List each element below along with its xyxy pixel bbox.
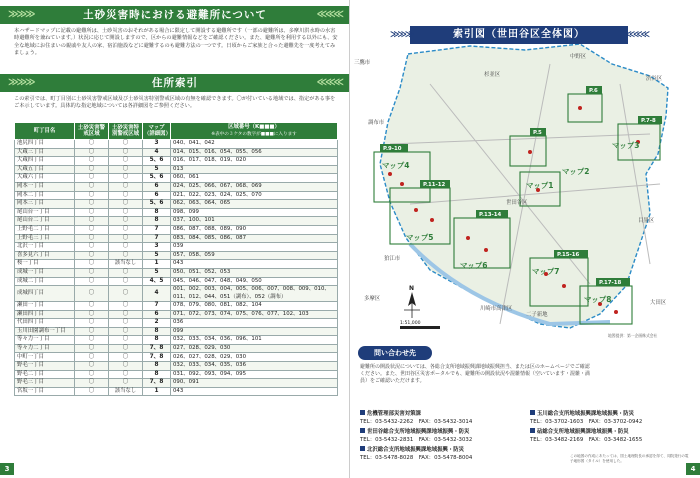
town-cell: 等々力二丁目	[15, 344, 75, 353]
special-cell: 〇	[109, 310, 143, 319]
map-label-2: マップ2	[562, 167, 590, 176]
area-number-cell: 090、091	[171, 379, 338, 388]
district-ota: 大田区	[650, 300, 667, 306]
table-row	[15, 148, 338, 157]
contact-item	[360, 428, 472, 444]
area-number-cell: 099	[171, 327, 338, 336]
section1-title: 土砂災害時における避難所について	[83, 9, 267, 21]
area-number-cell: 040、041、042	[171, 140, 338, 149]
map-cell: 5、6	[143, 157, 171, 166]
page-badge-p15-16: P.15-16	[557, 252, 580, 258]
table-row	[15, 225, 338, 234]
map-cell: 1	[143, 387, 171, 396]
map-cell: 6	[143, 191, 171, 200]
table-row	[15, 319, 338, 328]
area-number-cell: 031、092、093、094、095	[171, 370, 338, 379]
warning-cell: 〇	[75, 336, 109, 345]
banner-arrows-right: ≪≪≪	[316, 9, 342, 20]
table-row	[15, 251, 338, 260]
town-cell: 喜多見六丁目	[15, 251, 75, 260]
map-cell: 7、8	[143, 379, 171, 388]
special-cell: 〇	[109, 370, 143, 379]
table-row	[15, 286, 338, 302]
special-cell: 〇	[109, 182, 143, 191]
area-number-note: ※表中の３ケタの数字が■■■に入ります	[211, 131, 297, 137]
hazard-mark	[484, 248, 488, 252]
area-number-cell: 032、033、034、035、036	[171, 362, 338, 371]
table-row	[15, 344, 338, 353]
table-row	[15, 277, 338, 286]
bullet-square-icon	[360, 428, 365, 433]
district-shibuya: 渋谷区	[646, 76, 663, 82]
bullet-square-icon	[530, 410, 535, 415]
col-header-warning: 土砂災害警戒区域	[75, 123, 109, 140]
district-suginami: 杉並区	[484, 72, 501, 78]
table-row	[15, 234, 338, 243]
special-cell: 〇	[109, 336, 143, 345]
map-cell: 6	[143, 310, 171, 319]
table-row	[15, 243, 338, 252]
warning-cell: 〇	[75, 165, 109, 174]
area-number-cell: 026、027、028、029、030	[171, 353, 338, 362]
town-cell: 尾山台二丁目	[15, 217, 75, 226]
special-cell: 〇	[109, 353, 143, 362]
area-number-cell: 086、087、088、089、090	[171, 225, 338, 234]
warning-cell: 〇	[75, 379, 109, 388]
map-cell: 4	[143, 148, 171, 157]
district-nakano: 中野区	[570, 54, 587, 60]
special-cell: 〇	[109, 225, 143, 234]
warning-cell: 〇	[75, 370, 109, 379]
warning-cell: 〇	[75, 148, 109, 157]
map-label-1: マップ1	[526, 181, 554, 190]
special-cell: 〇	[109, 140, 143, 149]
area-number-cell: 083、084、085、086、087	[171, 234, 338, 243]
hazard-mark	[388, 172, 392, 176]
map-label-8: マップ8	[584, 295, 612, 304]
special-cell: 〇	[109, 200, 143, 209]
town-cell: 中町一丁目	[15, 353, 75, 362]
area-number-cell: 071、072、073、074、075、076、077、102、103	[171, 310, 338, 319]
area-number-cell: 060、061	[171, 174, 338, 183]
map-credit: 地図提供：第一企画株式会社	[608, 333, 658, 338]
town-cell: 宮坂一丁目	[15, 387, 75, 396]
special-cell: 〇	[109, 165, 143, 174]
map-cell: 8	[143, 336, 171, 345]
warning-cell: 〇	[75, 268, 109, 277]
map-label-7: マップ7	[532, 267, 560, 276]
warning-cell: 〇	[75, 260, 109, 269]
special-cell: 該当なし	[109, 260, 143, 269]
warning-cell: 〇	[75, 225, 109, 234]
table-row	[15, 200, 338, 209]
map-label-5: マップ5	[406, 233, 434, 242]
special-cell: 〇	[109, 362, 143, 371]
table-row	[15, 140, 338, 149]
town-cell: 岡本三丁目	[15, 200, 75, 209]
page-badge-p5: P.5	[533, 130, 542, 136]
town-cell: 瀬田一丁目	[15, 301, 75, 310]
town-cell: 成城四丁目	[15, 286, 75, 302]
page-number-left: 3	[0, 463, 14, 475]
map-cell: 5、6	[143, 200, 171, 209]
contact-numbers: TEL：03-3482-2169 FAX：03-3482-1655	[530, 436, 643, 443]
contact-text: 避難所の開設状況については、各総合支所地域振興課地域振興担当、または区のホームページでご確認ください。また、世田谷区災害ポータルでも、避難所の開設状況や混雑情報（空いています・混雑・満員）をご確認いただけます。	[360, 364, 591, 385]
bullet-square-icon	[530, 428, 535, 433]
town-cell: 桜一丁目	[15, 260, 75, 269]
ward-map-svg	[350, 24, 700, 340]
area-number-cell: 021、022、023、024、025、070	[171, 191, 338, 200]
map-cell: 8	[143, 327, 171, 336]
town-cell: 上野毛三丁目	[15, 234, 75, 243]
district-komae: 狛江市	[384, 256, 401, 262]
special-cell: 〇	[109, 277, 143, 286]
map-title-banner	[390, 26, 648, 44]
table-row	[15, 353, 338, 362]
town-cell: 代田四丁目	[15, 319, 75, 328]
table-row	[15, 362, 338, 371]
special-cell: 〇	[109, 234, 143, 243]
contact-item	[530, 428, 642, 444]
map-cell: 3	[143, 140, 171, 149]
map-cell: 7、8	[143, 353, 171, 362]
district-tama: 多摩区	[364, 296, 381, 302]
map-cell: 5、6	[143, 174, 171, 183]
table-row	[15, 191, 338, 200]
col-header-area-number	[171, 123, 338, 140]
map-title: 索引図（世田谷区全体図）	[453, 29, 585, 40]
banner-arrows-left: ≫≫≫	[8, 77, 34, 88]
special-cell: 〇	[109, 174, 143, 183]
area-number-cell: 045、046、047、048、049、050	[171, 277, 338, 286]
area-number-cell: 001、002、003、004、005、006、007、008、009、010、011、012、044、051（調布）、052（調布）	[171, 286, 338, 302]
district-futakoshinchi: 二子新地	[526, 312, 548, 318]
section1-banner	[0, 6, 350, 24]
town-cell: 岡本二丁目	[15, 191, 75, 200]
warning-cell: 〇	[75, 387, 109, 396]
table-row	[15, 165, 338, 174]
special-cell: 〇	[109, 251, 143, 260]
hazard-mark	[614, 310, 618, 314]
hazard-mark	[578, 106, 582, 110]
area-number-cell: 050、051、052、053	[171, 268, 338, 277]
area-number-cell: 043	[171, 260, 338, 269]
title-arrows-left: ≫≫≫	[390, 30, 413, 40]
warning-cell: 〇	[75, 277, 109, 286]
compass-north-label: N	[409, 285, 415, 292]
table-header-row	[15, 123, 338, 140]
area-number-cell: 057、058、059	[171, 251, 338, 260]
area-number-cell: 013	[171, 165, 338, 174]
town-cell: 野毛三丁目	[15, 379, 75, 388]
map-label-3: マップ3	[612, 141, 640, 150]
map-footnote: この地図の作成にあたっては、国土地理院長の承認を得て、同院発行の電子地形図（タイル）を使用した。	[570, 454, 689, 463]
hazard-mark	[562, 284, 566, 288]
page-badge-p6: P.6	[589, 88, 598, 94]
bullet-square-icon	[360, 446, 365, 451]
map-cell: 5	[143, 251, 171, 260]
warning-cell: 〇	[75, 140, 109, 149]
district-kawasaki-takatsu: 川崎市高津区	[480, 306, 513, 312]
map-cell: 8	[143, 217, 171, 226]
right-page	[350, 0, 700, 478]
map-cell: 8	[143, 370, 171, 379]
hazard-mark	[400, 182, 404, 186]
town-cell: 野毛二丁目	[15, 370, 75, 379]
table-row	[15, 260, 338, 269]
warning-cell: 〇	[75, 301, 109, 310]
area-number-cell: 037、100、101	[171, 217, 338, 226]
special-cell: 該当なし	[109, 387, 143, 396]
map-cell: 8	[143, 208, 171, 217]
col-header-map: マップ（詳細図）	[143, 123, 171, 140]
area-number-cell: 043	[171, 387, 338, 396]
warning-cell: 〇	[75, 327, 109, 336]
area-number-cell: 032、033、034、036、096、101	[171, 336, 338, 345]
page-badge-p9-10: P.9-10	[383, 146, 402, 152]
town-cell: 瀬田四丁目	[15, 310, 75, 319]
map-cell: 5	[143, 268, 171, 277]
warning-cell: 〇	[75, 174, 109, 183]
warning-cell: 〇	[75, 286, 109, 302]
table-row	[15, 268, 338, 277]
scale-bar-rect	[400, 326, 440, 329]
special-cell: 〇	[109, 379, 143, 388]
address-index-table	[14, 122, 338, 396]
contact-numbers: TEL：03-5478-8028 FAX：03-5478-8004	[360, 454, 473, 461]
special-cell: 〇	[109, 157, 143, 166]
warning-cell: 〇	[75, 243, 109, 252]
table-row	[15, 208, 338, 217]
area-number-cell: 014、015、016、054、055、056	[171, 148, 338, 157]
area-number-cell: 016、017、018、019、020	[171, 157, 338, 166]
section1-paragraph: 本ハザードマップに記載の避難所は、土砂災害のおそれがある場合に限定して開設する避難所です（一部の避難所は、多摩川洪水時の水害時避難所を兼ねています。）状況に応じて開設しますので、区からの避難情報などをご確認ください。また、避難所を利用する以外にも、安全な地域にお住まいの親戚や友人の家、宿泊施設などに避難するのも避難方法の一つです。日頃からご家族と合った避難先を一度考えてみましょう。	[14, 28, 338, 57]
town-cell: 玉川田園調布一丁目	[15, 327, 75, 336]
area-number-cell: 098、099	[171, 208, 338, 217]
map-cell: 4、5	[143, 277, 171, 286]
map-label-6: マップ6	[460, 261, 488, 270]
map-cell: 3	[143, 243, 171, 252]
town-cell: 上野毛二丁目	[15, 225, 75, 234]
special-cell: 〇	[109, 327, 143, 336]
col-header-town: 町丁目名	[15, 123, 75, 140]
area-number-label: 区域番号（K■■■）	[228, 124, 280, 131]
table-row	[15, 182, 338, 191]
table-row	[15, 301, 338, 310]
area-number-cell: 036	[171, 319, 338, 328]
warning-cell: 〇	[75, 182, 109, 191]
contact-numbers: TEL：03-5432-2831 FAX：03-5432-3032	[360, 436, 473, 443]
district-meguro: 目黒区	[638, 218, 655, 224]
hazard-mark	[528, 150, 532, 154]
town-cell: 大蔵三丁目	[15, 148, 75, 157]
contact-item	[530, 410, 642, 426]
map-cell: 1	[143, 260, 171, 269]
warning-cell: 〇	[75, 319, 109, 328]
town-cell: 大蔵五丁目	[15, 165, 75, 174]
map-cell: 7、8	[143, 344, 171, 353]
town-cell: 成城二丁目	[15, 277, 75, 286]
district-setagaya: 世田谷区	[506, 200, 528, 206]
page-badge-p7-8: P.7-8	[641, 118, 656, 124]
special-cell: 〇	[109, 319, 143, 328]
table-row	[15, 327, 338, 336]
warning-cell: 〇	[75, 344, 109, 353]
town-cell: 池尻四丁目	[15, 140, 75, 149]
map-cell: 5	[143, 165, 171, 174]
town-cell: 大蔵四丁目	[15, 157, 75, 166]
contact-item	[360, 410, 472, 426]
contact-name: 世田谷総合支所地域振興課地域振興・防災	[360, 428, 472, 437]
warning-cell: 〇	[75, 362, 109, 371]
special-cell: 〇	[109, 243, 143, 252]
contact-name: 危機管理部災害対策課	[360, 410, 472, 419]
table-row	[15, 387, 338, 396]
district-chofu: 調布市	[368, 120, 385, 126]
page-badge-p13-14: P.13-14	[479, 212, 502, 218]
map-cell: 4	[143, 286, 171, 302]
special-cell: 〇	[109, 268, 143, 277]
warning-cell: 〇	[75, 234, 109, 243]
banner-arrows-right: ≪≪≪	[316, 77, 342, 88]
bullet-square-icon	[360, 410, 365, 415]
town-cell: 成城一丁目	[15, 268, 75, 277]
map-cell: 6	[143, 182, 171, 191]
index-map	[350, 24, 700, 340]
table-row	[15, 157, 338, 166]
special-cell: 〇	[109, 286, 143, 302]
town-cell: 北沢一丁目	[15, 243, 75, 252]
town-cell: 等々力一丁目	[15, 336, 75, 345]
hazard-mark	[414, 208, 418, 212]
contact-item	[360, 446, 472, 462]
special-cell: 〇	[109, 301, 143, 310]
contact-numbers: TEL：03-5432-2262 FAX：03-5432-3014	[360, 418, 473, 425]
map-cell: 7	[143, 234, 171, 243]
hazard-mark	[466, 236, 470, 240]
section2-paragraph: この索引では、町丁目別に土砂災害警戒区域及び土砂災害特別警戒区域の有無を確認できます。〇が付いている地域では、指定がある事をご本示しています。具体的な指定地域については各詳細図をご参照ください。	[14, 96, 336, 110]
table-row	[15, 310, 338, 319]
map-cell: 7	[143, 301, 171, 310]
table-row	[15, 174, 338, 183]
area-number-cell: 078、079、080、081、082、104	[171, 301, 338, 310]
table-row	[15, 217, 338, 226]
banner-arrows-left: ≫≫≫	[8, 9, 34, 20]
district-mitaka: 三鷹市	[354, 60, 371, 66]
contact-name: 砧総合支所地域振興課地域振興・防災	[530, 428, 642, 437]
special-cell: 〇	[109, 217, 143, 226]
scale-label: 1:51,000	[400, 321, 421, 326]
warning-cell: 〇	[75, 217, 109, 226]
town-cell: 大蔵六丁目	[15, 174, 75, 183]
town-cell: 岡本一丁目	[15, 182, 75, 191]
contact-name: 北沢総合支所地域振興課地域振興・防災	[360, 446, 472, 455]
warning-cell: 〇	[75, 200, 109, 209]
area-number-cell: 039	[171, 243, 338, 252]
town-cell: 野毛一丁目	[15, 362, 75, 371]
table-row	[15, 379, 338, 388]
contact-name: 玉川総合支所地域振興課地域振興・防災	[530, 410, 642, 419]
warning-cell: 〇	[75, 191, 109, 200]
col-header-special: 土砂災害特別警戒区域	[109, 123, 143, 140]
warning-cell: 〇	[75, 208, 109, 217]
warning-cell: 〇	[75, 353, 109, 362]
special-cell: 〇	[109, 148, 143, 157]
page-number-right: 4	[686, 463, 700, 475]
warning-cell: 〇	[75, 251, 109, 260]
contact-tag: 問い合わせ先	[358, 346, 432, 360]
map-cell: 7	[143, 225, 171, 234]
special-cell: 〇	[109, 344, 143, 353]
contact-section	[350, 346, 700, 478]
special-cell: 〇	[109, 208, 143, 217]
map-label-4: マップ4	[382, 161, 410, 170]
page-badge-p17-18: P.17-18	[599, 280, 622, 286]
map-cell: 2	[143, 319, 171, 328]
title-arrows-right: ≪≪≪	[625, 30, 648, 40]
contact-numbers: TEL：03-3702-1603 FAX：03-3702-0942	[530, 418, 643, 425]
section2-banner	[0, 74, 350, 92]
area-number-cell: 062、063、064、065	[171, 200, 338, 209]
hazard-mark	[430, 218, 434, 222]
section2-title: 住所索引	[152, 77, 198, 89]
area-number-cell: 027、028、029、030	[171, 344, 338, 353]
table-row	[15, 336, 338, 345]
map-cell: 8	[143, 362, 171, 371]
area-number-cell: 024、025、066、067、068、069	[171, 182, 338, 191]
warning-cell: 〇	[75, 157, 109, 166]
special-cell: 〇	[109, 191, 143, 200]
table-row	[15, 370, 338, 379]
page-badge-p11-12: P.11-12	[423, 182, 446, 188]
warning-cell: 〇	[75, 310, 109, 319]
town-cell: 尾山台一丁目	[15, 208, 75, 217]
